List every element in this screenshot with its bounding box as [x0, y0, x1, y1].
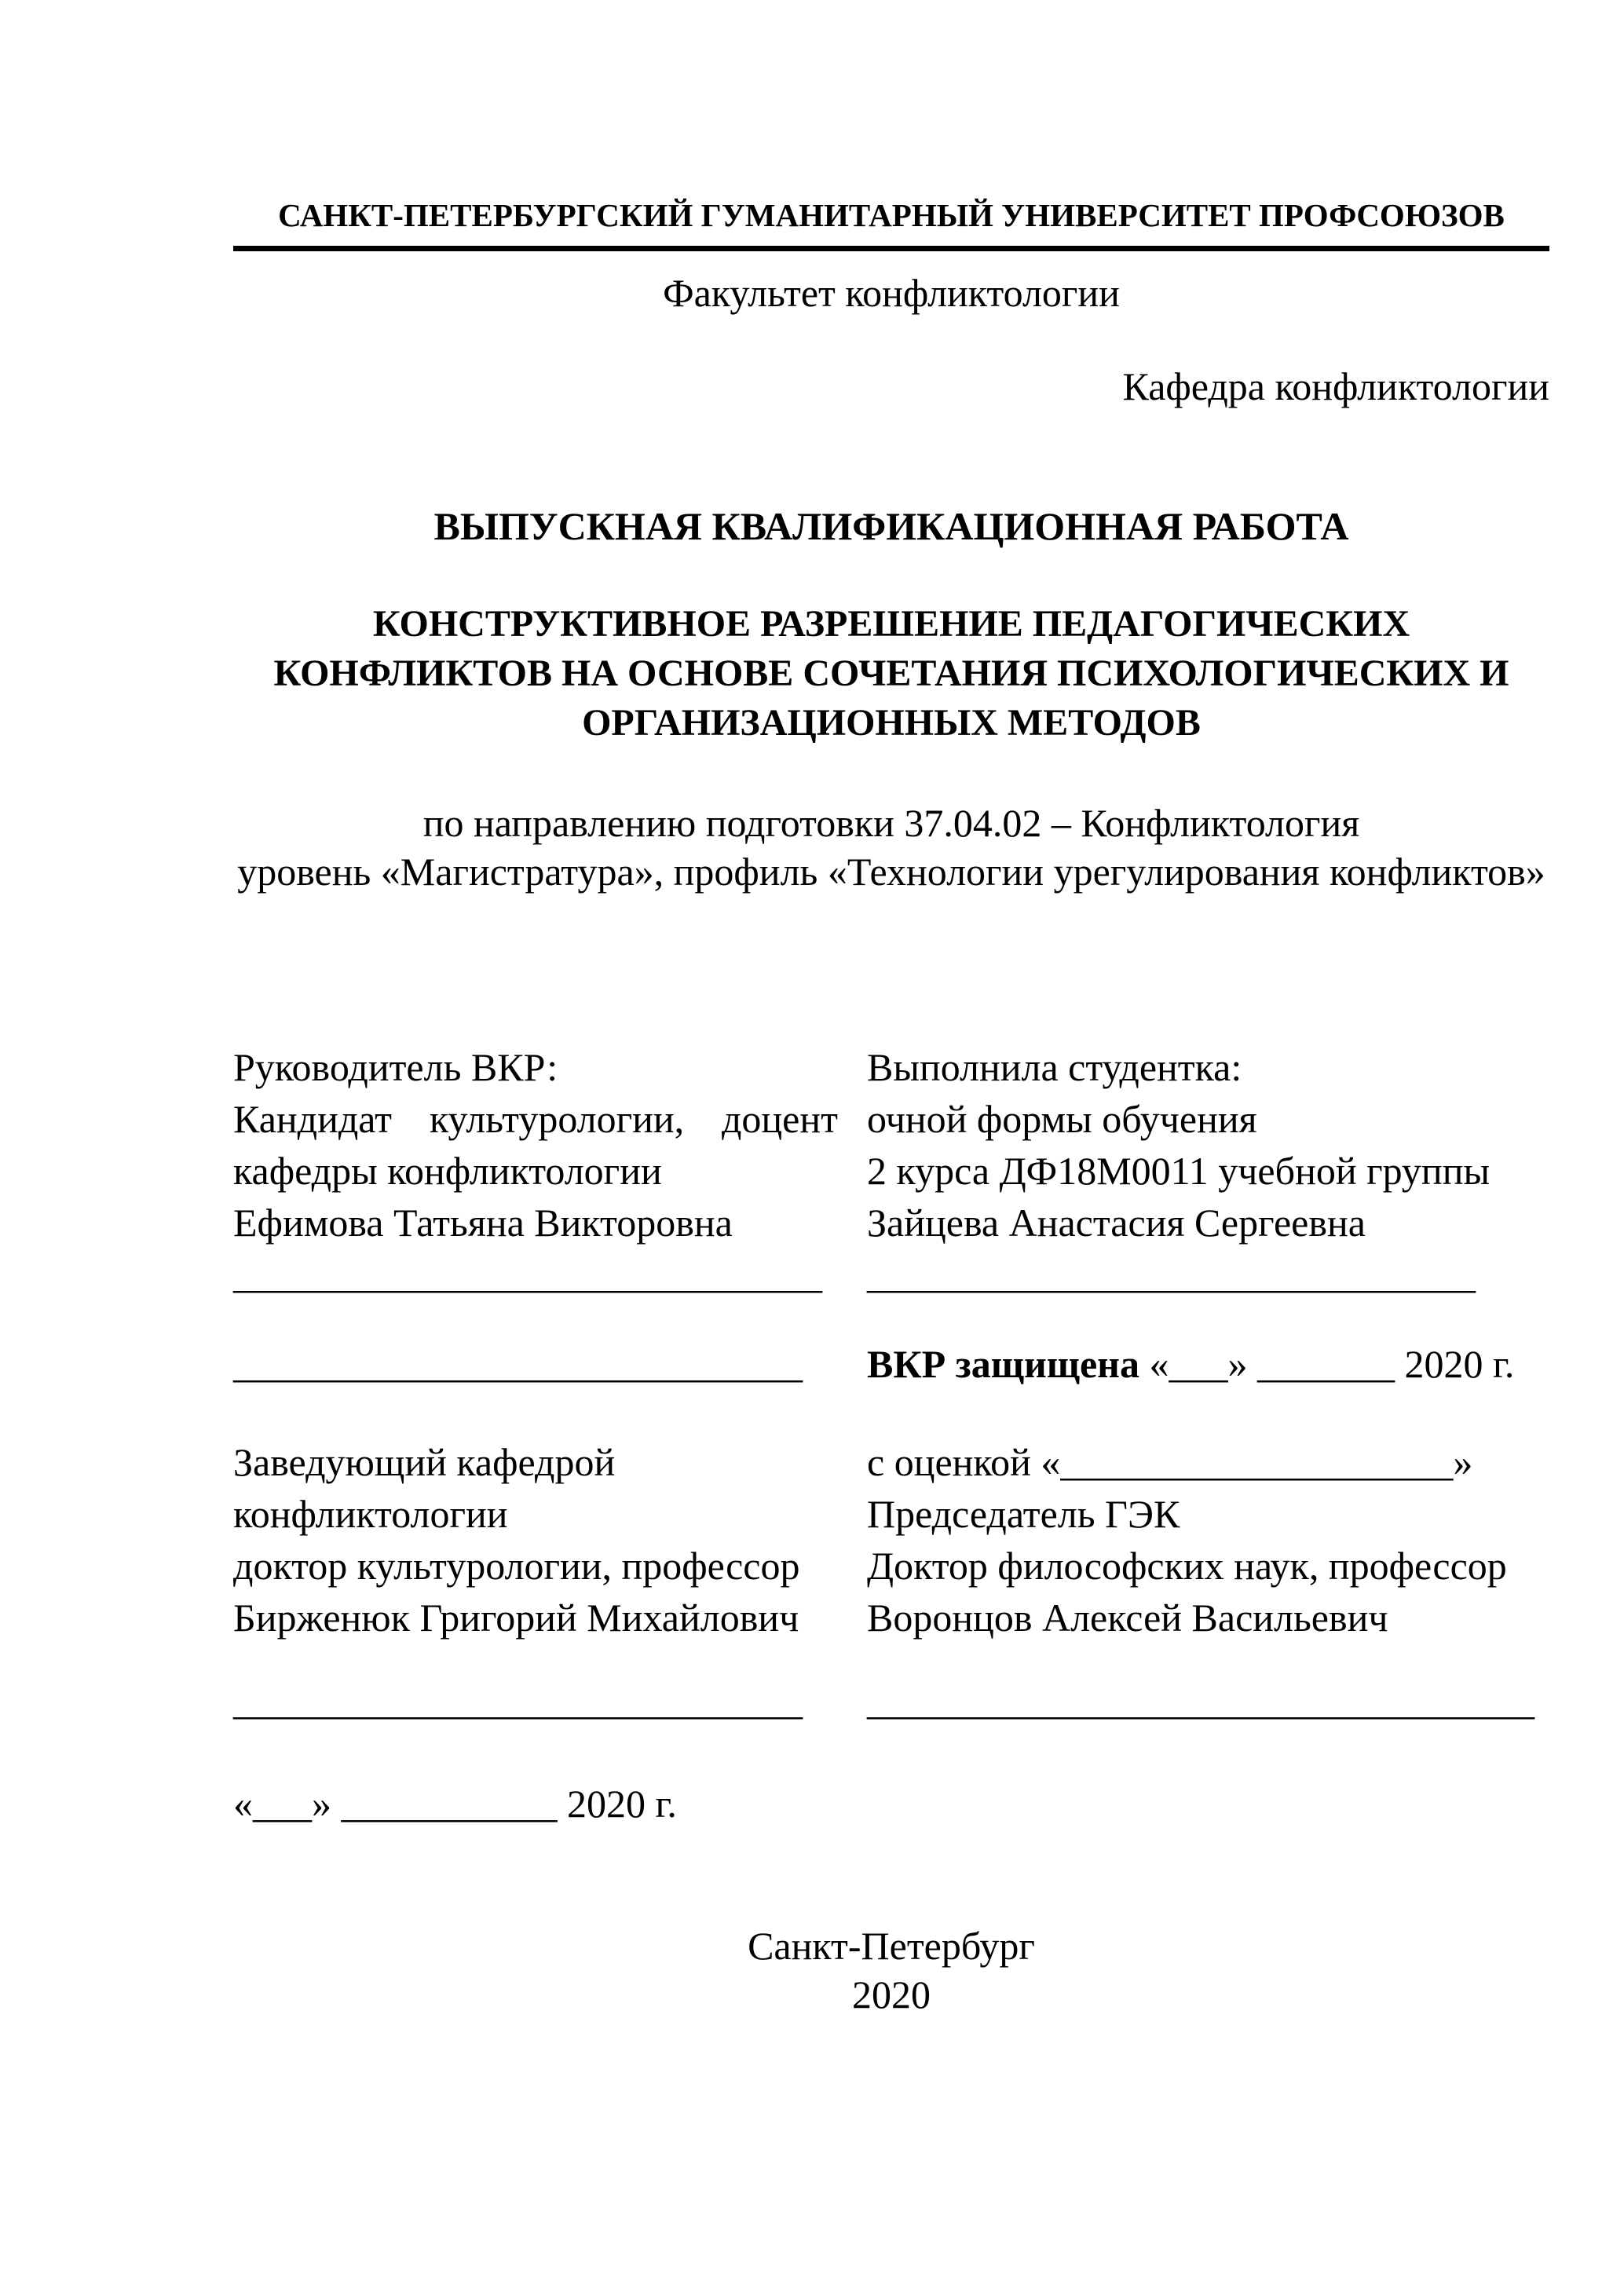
signature-lines-row-2: [233, 1675, 1549, 1727]
thesis-title-line-1: КОНСТРУКТИВНОЕ РАЗРЕШЕНИЕ ПЕДАГОГИЧЕСКИХ: [372, 603, 1410, 645]
supervisor-label: Руководитель ВКР:: [233, 1045, 558, 1089]
department-head-degree: доктор культурологии, профессор: [233, 1544, 800, 1588]
defense-row: [233, 1338, 1549, 1390]
supervisor-name: Ефимова Татьяна Викторовна: [233, 1201, 733, 1245]
head-grade-row: [233, 1436, 1549, 1488]
faculty-name: Факультет конфликтологии: [663, 271, 1120, 315]
student-name: Зайцева Анастасия Сергеевна: [867, 1201, 1366, 1245]
student-study-form: очной формы обучения: [867, 1097, 1257, 1141]
gek-chairman-signature-line: __________________________________: [867, 1679, 1534, 1723]
head-chairman-row: [233, 1488, 1549, 1540]
thesis-title: [233, 599, 1549, 748]
department-head-name: Бирженюк Григорий Михайлович: [233, 1596, 799, 1640]
gek-chairman-position: Председатель ГЭК: [867, 1492, 1180, 1536]
grade-line: с оценкой «____________________»: [867, 1440, 1473, 1484]
department-head-position: Заведующий кафедрой: [233, 1440, 616, 1484]
thesis-title-line-2: КОНФЛИКТОВ НА ОСНОВЕ СОЧЕТАНИЯ ПСИХОЛОГИЧЕСКИХ И: [273, 653, 1509, 694]
degree-form-row: [233, 1093, 1549, 1145]
supervisor-signature-line: ______________________________: [233, 1252, 822, 1296]
direction-line: по направлению подготовки 37.04.02 – Конфликтология: [422, 801, 1360, 845]
date-blank-line: «___» ___________ 2020 г.: [233, 1782, 677, 1826]
defense-date-blank: «___» _______ 2020 г.: [1139, 1342, 1515, 1386]
study-direction: [233, 799, 1549, 896]
defense-date-line: [867, 1338, 1549, 1390]
supervisor-degree: Кандидат культурологии, доцент: [233, 1097, 838, 1141]
supervisor-department: кафедры конфликтологии: [233, 1149, 662, 1193]
student-group: 2 курса ДФ18М0011 учебной группы: [867, 1149, 1490, 1193]
signature-lines-row-1: [233, 1249, 1549, 1300]
student-label: Выполнила студентка:: [867, 1045, 1242, 1089]
labels-row: [233, 1041, 1549, 1093]
signatures-block: [233, 1041, 1549, 1727]
thesis-title-line-3: ОРГАНИЗАЦИОННЫХ МЕТОДОВ: [582, 702, 1201, 744]
defense-label-bold: ВКР защищена: [867, 1342, 1139, 1386]
gek-chairman-name: Воронцов Алексей Васильевич: [867, 1596, 1388, 1640]
names-row-2: [233, 1592, 1549, 1643]
department-name: Кафедра конфликтологии: [1122, 364, 1549, 408]
year: 2020: [852, 1972, 931, 2016]
department-group-row: [233, 1145, 1549, 1197]
student-signature-line: _______________________________: [867, 1252, 1476, 1296]
gek-chairman-degree: Доктор философских наук, профессор: [867, 1544, 1507, 1588]
university-name: САНКТ-ПЕТЕРБУРГСКИЙ ГУМАНИТАРНЫЙ УНИВЕРСИТЕТ ПРОФСОЮЗОВ: [233, 192, 1549, 251]
supervisor-signature-line-2: _____________________________: [233, 1342, 803, 1386]
degrees-row: [233, 1540, 1549, 1592]
names-row: [233, 1197, 1549, 1249]
work-type: ВЫПУСКНАЯ КВАЛИФИКАЦИОННАЯ РАБОТА: [433, 504, 1349, 548]
department-head-signature-line: _____________________________: [233, 1679, 803, 1723]
department-head-department: конфликтологии: [233, 1492, 508, 1536]
city-name: Санкт-Петербург: [748, 1924, 1035, 1968]
level-profile-line: уровень «Магистратура», профиль «Технологии урегулирования конфликтов»: [237, 850, 1545, 894]
